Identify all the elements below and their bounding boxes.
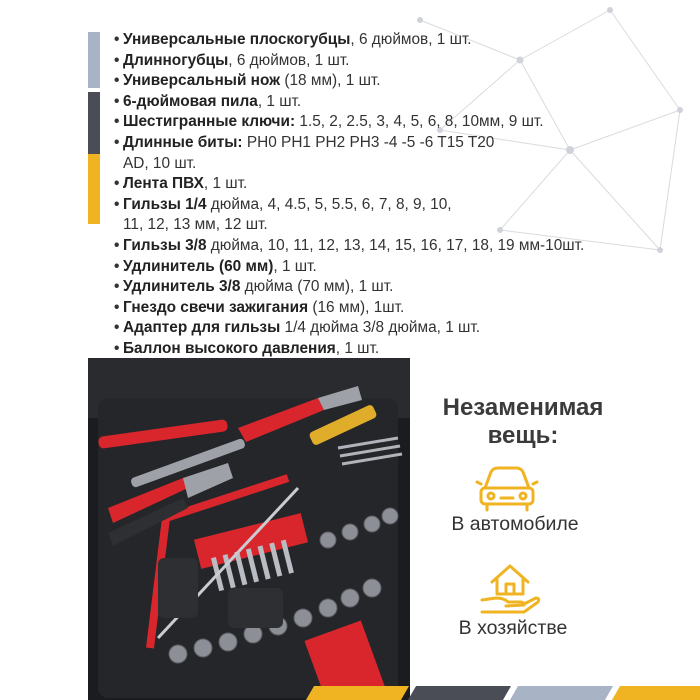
feature-label-car: В автомобиле bbox=[451, 513, 579, 535]
bottom-color-strip bbox=[300, 686, 700, 700]
list-item: • Адаптер для гильзы 1/4 дюйма 3/8 дюйма, 1 шт. bbox=[114, 318, 674, 339]
list-item: • Гнездо свечи зажигания (16 мм), 1шт. bbox=[114, 298, 674, 319]
list-item: • Универсальный нож (18 мм), 1 шт. bbox=[114, 71, 674, 92]
list-item: • Длинногубцы, 6 дюймов, 1 шт. bbox=[114, 51, 674, 72]
kit-contents-list bbox=[114, 30, 674, 360]
car-icon bbox=[475, 460, 539, 516]
list-item: • Длинные биты: PH0 PH1 PH2 PH3 -4 -5 -6 T15 T20 AD, 10 шт. bbox=[114, 133, 514, 174]
list-item: • Шестигранные ключи: 1.5, 2, 2.5, 3, 4, 5, 6, 8, 10мм, 9 шт. bbox=[114, 112, 674, 133]
list-item: • Универсальные плоскогубцы, 6 дюймов, 1 шт. bbox=[114, 30, 674, 51]
toolkit-photo bbox=[88, 358, 410, 700]
list-item: • Баллон высокого давления, 1 шт. bbox=[114, 339, 674, 360]
accent-strip-dark bbox=[88, 92, 100, 154]
list-item: • 6-дюймовая пила, 1 шт. bbox=[114, 92, 674, 113]
feature-label-household: В хозяйстве bbox=[458, 617, 568, 639]
panel-title: Незаменимая вещь: bbox=[442, 394, 604, 449]
house-in-hand-icon bbox=[478, 558, 542, 614]
list-item: • Гильзы 1/4 дюйма, 4, 4.5, 5, 5.5, 6, 7, 8, 9, 10, 11, 12, 13 мм, 12 шт. bbox=[114, 195, 474, 236]
list-item: • Удлинитель (60 мм), 1 шт. bbox=[114, 257, 674, 278]
list-item: • Лента ПВХ, 1 шт. bbox=[114, 174, 674, 195]
list-item: • Удлинитель 3/8 дюйма (70 мм), 1 шт. bbox=[114, 277, 674, 298]
list-item: • Гильзы 3/8 дюйма, 10, 11, 12, 13, 14, 15, 16, 17, 18, 19 мм-10шт. bbox=[114, 236, 674, 257]
accent-strip-blue bbox=[88, 32, 100, 88]
accent-strip-yellow bbox=[88, 154, 100, 224]
